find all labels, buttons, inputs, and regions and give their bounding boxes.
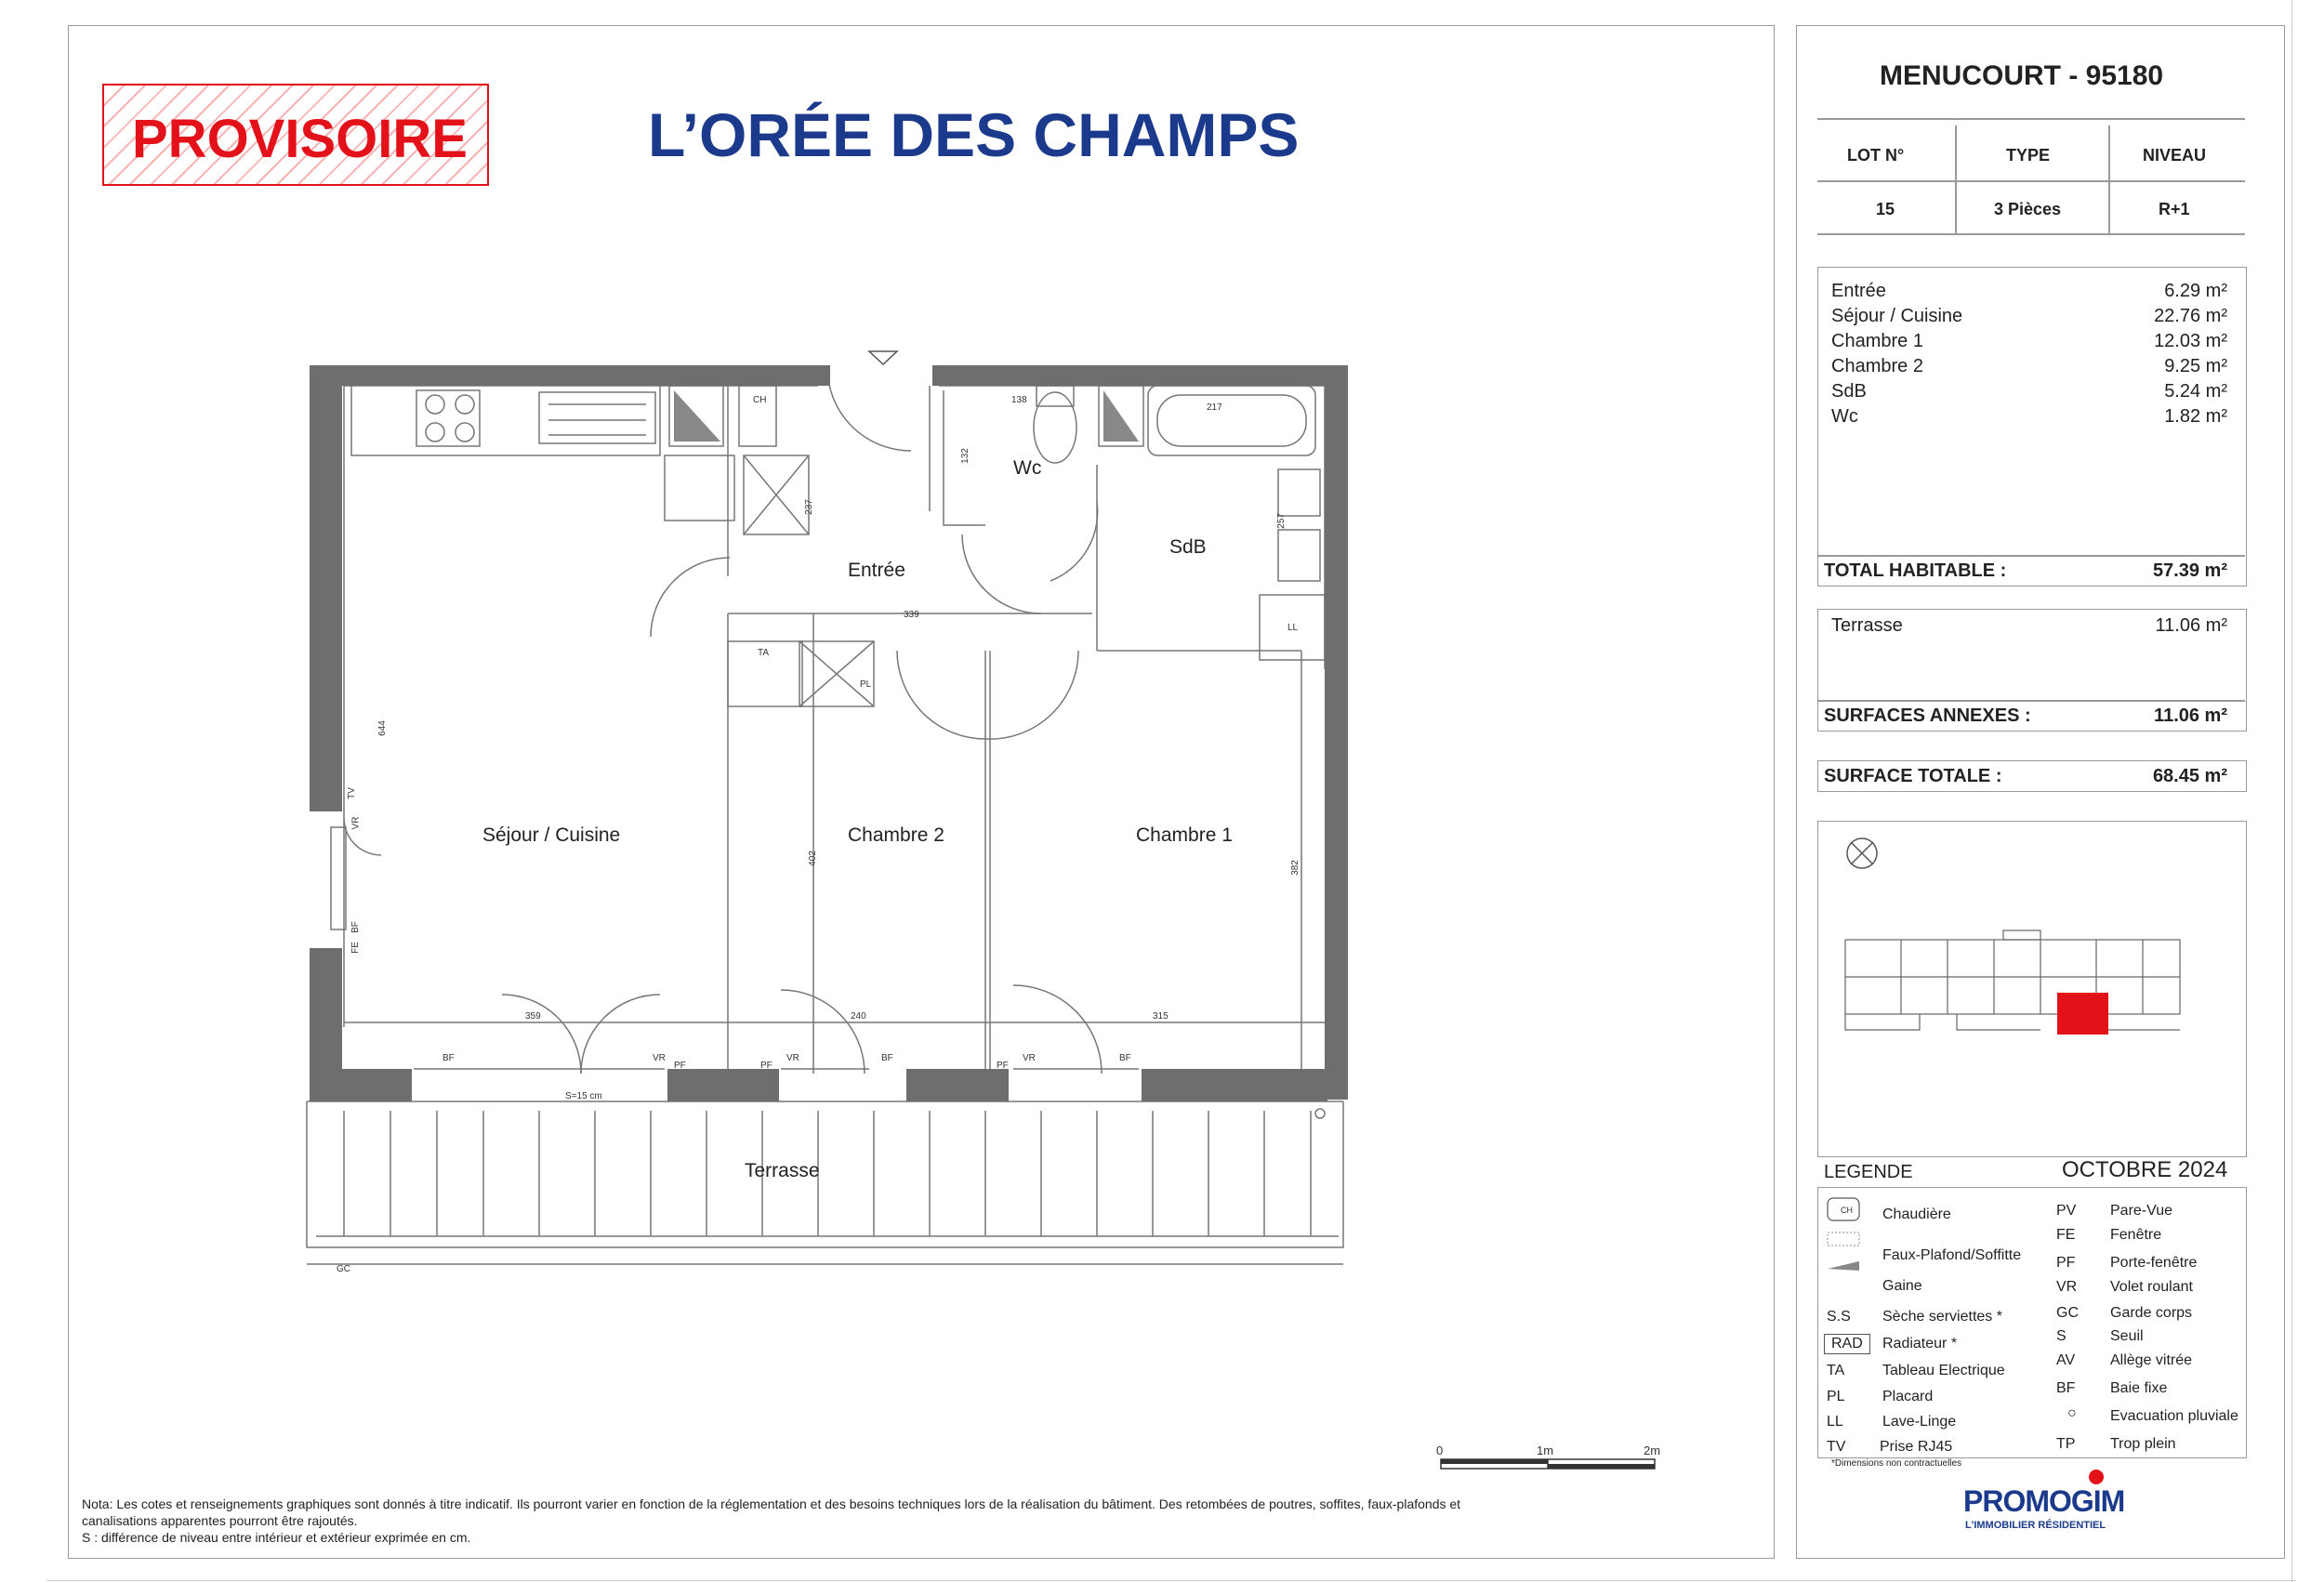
tag-pf-2: PF [760,1061,772,1071]
legend-note: *Dimensions non contractuelles [1831,1458,1962,1469]
legend-item-label: Seuil [2110,1328,2144,1344]
lot-header-niveau: NIVEAU [2143,146,2207,165]
tag-ta: TA [758,648,770,658]
legend-item-code: RAD [1831,1336,1863,1351]
logo-name: PROMOGIM [1963,1484,2125,1518]
legend-date: OCTOBRE 2024 [2062,1157,2228,1182]
legend-item-label: Baie fixe [2110,1380,2168,1396]
room-label-sdb: SdB [1169,536,1207,558]
dim-382: 382 [1289,860,1301,876]
dim-217: 217 [1207,402,1222,413]
false-ceiling-icon [1828,1233,1859,1246]
legend-item-label: Gaine [1882,1278,1922,1294]
right-border [2291,0,2292,1582]
dim-138: 138 [1011,395,1027,405]
boiler-icon [1828,1198,1859,1220]
city-title: MENUCOURT - 95180 [1880,60,2164,91]
room-label-sejour: Séjour / Cuisine [482,824,621,846]
dim-seuil: S=15 cm [565,1091,602,1101]
surface-area: 5.24 m² [2164,381,2227,402]
legend-item-label: Porte-fenêtre [2110,1255,2198,1271]
room-label-entree: Entrée [848,560,905,581]
scale-label-1m: 1m [1537,1444,1554,1457]
dim-132: 132 [959,448,971,464]
tag-ll: LL [1287,623,1299,633]
legend-item-code: TV [1827,1439,1846,1455]
legend-item-code: S [2056,1328,2067,1344]
legend-item-label: Sèche serviettes * [1882,1309,2002,1325]
dim-240: 240 [851,1011,866,1022]
legend-item-label: Faux-Plafond/Soffitte [1882,1247,2022,1263]
legend-item-code: TP [2056,1436,2076,1452]
total-habitable-value: 57.39 m² [2152,560,2227,581]
tag-bf-left: BF [350,921,361,933]
note-line-2: canalisations apparentes pourront être rajoutés. [82,1513,358,1528]
surface-area: 9.25 m² [2164,356,2227,376]
room-label-terrasse: Terrasse [745,1160,820,1181]
dim-359: 359 [525,1011,541,1022]
legend-item-label: Trop plein [2110,1436,2176,1452]
site-plan [1817,821,2245,1155]
surface-area: 12.03 m² [2154,331,2227,351]
legend-item-label: Volet roulant [2110,1279,2193,1295]
legend-item-label: Allège vitrée [2110,1352,2193,1368]
tag-vr-left: VR [350,816,362,830]
tag-vr-1: VR [653,1053,666,1063]
legend-item-label: Fenêtre [2110,1227,2162,1243]
stamp-text: PROVISOIRE [132,109,468,169]
tag-ch: CH [753,395,767,405]
annex-name: Terrasse [1831,615,1903,636]
legend-title: LEGENDE [1824,1162,1913,1182]
tag-vr-3: VR [1023,1053,1036,1063]
dim-315: 315 [1153,1011,1169,1022]
total-habitable-label: TOTAL HABITABLE : [1824,560,2007,581]
legend-item-label: Pare-Vue [2110,1203,2172,1219]
legend-item-code: GC [2056,1305,2079,1321]
legend-item-label: Prise RJ45 [1880,1439,1953,1455]
legend-item-label: Lave-Linge [1882,1414,1957,1430]
legend-item-code: TA [1827,1363,1845,1378]
legend-item-code: PF [2056,1255,2076,1271]
city-divider [1817,118,2245,120]
legend-item-code: AV [2056,1352,2076,1368]
dim-257: 257 [1275,513,1287,529]
legend-item-code: FE [2056,1227,2076,1243]
surface-area: 22.76 m² [2154,306,2227,326]
surface-area: 6.29 m² [2164,281,2227,301]
promogim-logo [1963,1473,2125,1540]
lot-col-divider-2 [2108,125,2110,233]
legend-item-label: Chaudière [1882,1206,1951,1222]
tag-vr-2: VR [786,1053,799,1063]
surface-name: SdB [1831,381,1867,402]
lot-value-type: 3 Pièces [1994,200,2062,218]
lot-row-divider [1817,180,2245,182]
tag-pf-3: PF [997,1061,1009,1071]
surface-name: Séjour / Cuisine [1831,306,1963,326]
tag-pf-1: PF [674,1061,686,1071]
surface-totale-label: SURFACE TOTALE : [1824,766,2002,786]
legend-item-label: Evacuation pluviale [2110,1408,2238,1424]
annex-area: 11.06 m² [2155,615,2227,636]
lot-value-niveau: R+1 [2159,200,2190,218]
surfaces-annexes-value: 11.06 m² [2154,705,2227,726]
legend-item-code: ○ [2067,1405,2077,1421]
surface-name: Chambre 1 [1831,331,1923,351]
annexes-divider [1817,700,2245,702]
legend-item-code: BF [2056,1380,2076,1396]
tag-tv: TV [346,787,357,799]
surface-name: Chambre 2 [1831,356,1923,376]
legend-item-code: PV [2056,1203,2077,1219]
legend-item-code: S.S [1827,1309,1851,1325]
legend-item-label: Tableau Electrique [1882,1363,2005,1378]
legend-item-label: Placard [1882,1389,1934,1404]
legend-item-code: VR [2056,1279,2078,1295]
logo-tagline: L'IMMOBILIER RÉSIDENTIEL [1965,1520,2106,1531]
dim-339: 339 [904,610,919,620]
tag-pl: PL [860,679,872,690]
duct-icon [1828,1261,1859,1271]
legend-item-code: PL [1827,1389,1845,1404]
legend-item-label: Radiateur * [1882,1336,1958,1351]
room-label-wc: Wc [1013,457,1042,479]
legend-item-code: LL [1827,1414,1843,1430]
tag-bf-2: BF [881,1053,893,1063]
tag-bf-1: BF [442,1053,455,1063]
scale-label-2m: 2m [1644,1444,1661,1457]
legend-item-label: Garde corps [2110,1305,2193,1321]
svg-text:CH: CH [1841,1206,1853,1215]
scale-label-0: 0 [1436,1444,1444,1457]
lot-bottom-divider [1817,233,2245,235]
total-habitable-divider [1817,555,2245,557]
lot-col-divider-1 [1955,125,1957,233]
lot-header-lot: LOT N° [1847,146,1905,165]
surface-totale-value: 68.45 m² [2152,766,2227,786]
surfaces-annexes-label: SURFACES ANNEXES : [1824,705,2031,726]
lot-header-type: TYPE [2006,146,2051,165]
compass-icon [1847,838,1877,868]
room-label-chambre1: Chambre 1 [1136,824,1233,846]
note-line-3: S : différence de niveau entre intérieur et extérieur exprimée en cm. [82,1530,471,1545]
dim-237: 237 [803,499,814,515]
note-line-1: Nota: Les cotes et renseignements graphiques sont donnés à titre indicatif. Ils pourront varier en fonction de la réglementation et des besoins techniques lors de la réalisation du bâtiment. Des retombées de poutres, soffites, faux-plafonds et [82,1496,1461,1511]
legend-icons [1822,1194,1878,1297]
surface-name: Wc [1831,406,1858,427]
tag-bf-3: BF [1119,1053,1131,1063]
logo-dot-icon [2089,1470,2104,1484]
surface-area: 1.82 m² [2164,406,2227,427]
project-title: L’ORÉE DES CHAMPS [648,100,1300,169]
room-label-chambre2: Chambre 2 [848,824,944,846]
dim-644: 644 [376,720,388,736]
surface-name: Entrée [1831,281,1886,301]
tag-gc: GC [337,1264,350,1274]
tag-fe-left: FE [350,942,361,954]
lot-value-lot: 15 [1876,200,1895,218]
dim-402: 402 [807,850,818,866]
